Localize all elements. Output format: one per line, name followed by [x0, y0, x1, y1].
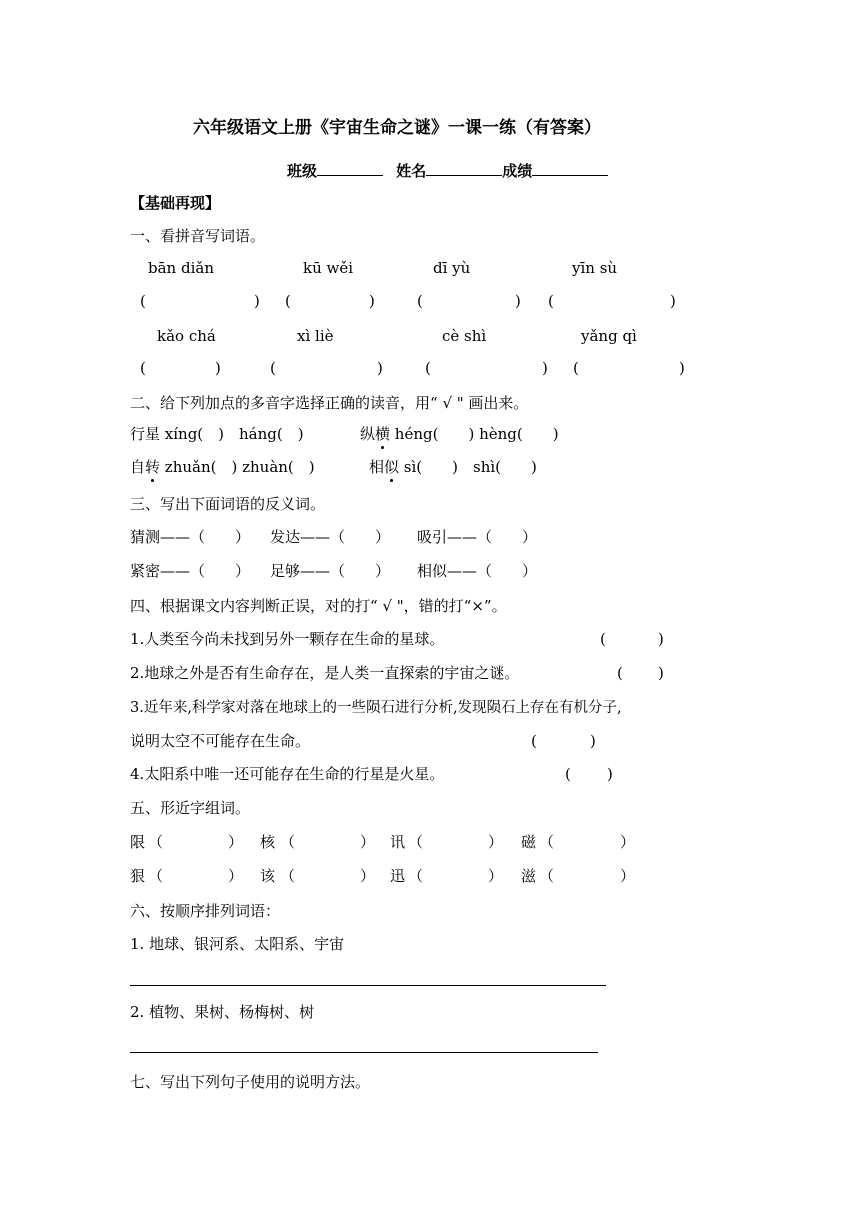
q4-paren-open: (	[617, 664, 623, 682]
q5-paren-open: （	[148, 867, 164, 885]
q6-answer-line[interactable]	[130, 1052, 598, 1053]
q4-item-cont: 说明太空不可能存在生命。	[130, 732, 311, 750]
q4-paren-open: (	[565, 765, 571, 783]
q7-title: 七、写出下列句子使用的说明方法。	[130, 1073, 371, 1091]
q1-paren-open: (	[573, 359, 579, 377]
q3-item: 猜测——（ ）	[130, 528, 251, 546]
q5-paren-close: ）	[228, 833, 244, 851]
name-label: 姓名	[396, 162, 427, 180]
q1-pinyin: kū wěi	[303, 259, 354, 277]
q1-paren-open: (	[270, 359, 276, 377]
q5-title: 五、形近字组词。	[130, 799, 251, 817]
q1-pinyin: cè shì	[442, 327, 487, 345]
q1-pinyin: kǎo chá	[157, 327, 216, 345]
q5-paren-open: （	[408, 867, 424, 885]
q4-item: 3.近年来,科学家对落在地球上的一些陨石进行分析,发现陨石上存在有机分子,	[130, 700, 622, 716]
q1-paren-close: )	[369, 292, 375, 310]
q1-paren-open: (	[285, 292, 291, 310]
dotted-char: 横	[375, 425, 391, 443]
q4-paren-close: )	[658, 664, 664, 682]
q1-paren-close: )	[215, 359, 221, 377]
q1-pinyin: yǎng qì	[581, 327, 637, 345]
q3-title: 三、写出下面词语的反义词。	[130, 495, 326, 513]
q3-item: 发达——（ ）	[270, 528, 391, 546]
q1-title: 一、看拼音写词语。	[130, 227, 266, 245]
q1-paren-close: )	[377, 359, 383, 377]
q1-paren-close: )	[542, 359, 548, 377]
q4-paren-open: (	[600, 630, 606, 648]
q6-answer-line[interactable]	[130, 985, 606, 986]
q4-paren-close: )	[590, 732, 596, 750]
q5-paren-close: ）	[620, 867, 636, 885]
q4-paren-open: (	[531, 732, 537, 750]
student-info-line	[287, 159, 608, 181]
q5-paren-open: （	[408, 833, 424, 851]
q1-paren-open: (	[425, 359, 431, 377]
q5-char: 核	[260, 833, 276, 851]
score-blank[interactable]	[532, 159, 608, 176]
q4-paren-close: )	[607, 765, 613, 783]
section-header: 【基础再现】	[130, 194, 221, 212]
q5-char: 滋	[521, 867, 537, 885]
q3-item: 紧密——（ ）	[130, 562, 251, 580]
q5-paren-open: （	[539, 867, 555, 885]
q1-pinyin: dī yù	[433, 259, 471, 277]
class-label: 班级	[287, 162, 318, 180]
q6-item: 2. 植物、果树、杨梅树、树	[130, 1003, 315, 1021]
q1-paren-open: (	[417, 292, 423, 310]
q5-paren-close: ）	[228, 867, 244, 885]
q3-item: 足够——（ ）	[270, 562, 391, 580]
dotted-char: 转	[145, 458, 161, 476]
name-blank[interactable]	[426, 159, 502, 176]
q1-paren-close: )	[670, 292, 676, 310]
q5-paren-close: ）	[488, 867, 504, 885]
q1-paren-close: )	[515, 292, 521, 310]
q2-title: 二、给下列加点的多音字选择正确的读音，用“ √ " 画出来。	[130, 394, 529, 412]
q1-paren-close: )	[254, 292, 260, 310]
q5-paren-close: ）	[620, 833, 636, 851]
q1-paren-open: (	[140, 359, 146, 377]
dotted-char: 似	[384, 458, 400, 476]
score-label: 成绩	[502, 162, 533, 180]
q5-char: 磁	[521, 833, 537, 851]
q2-item: 自转 zhuǎn( ) zhuàn( )	[130, 458, 315, 476]
q5-paren-close: ）	[360, 833, 376, 851]
q5-paren-open: （	[280, 833, 296, 851]
q4-title: 四、根据课文内容判断正误，对的打“ √ "，错的打“×”。	[130, 597, 507, 615]
q5-char: 讯	[390, 833, 406, 851]
q5-paren-open: （	[280, 867, 296, 885]
q5-paren-close: ）	[488, 833, 504, 851]
q5-char: 迅	[390, 867, 406, 885]
q5-paren-open: （	[539, 833, 555, 851]
q5-char: 限	[130, 833, 146, 851]
q4-item: 4.太阳系中唯一还可能存在生命的行星是火星。	[130, 765, 445, 783]
q5-char: 狠	[130, 867, 146, 885]
class-blank[interactable]	[317, 159, 383, 176]
q1-pinyin: xì liè	[297, 327, 334, 345]
q3-item: 吸引——（ ）	[417, 528, 538, 546]
q1-paren-open: (	[548, 292, 554, 310]
page-title: 六年级语文上册《宇宙生命之谜》一课一练（有答案）	[193, 118, 601, 138]
q1-paren-close: )	[679, 359, 685, 377]
q2-item: 行星 xíng( ) háng( )	[130, 425, 304, 443]
q5-paren-open: （	[148, 833, 164, 851]
q2-item: 相似 sì( ) shì( )	[369, 458, 537, 476]
q6-item: 1. 地球、银河系、太阳系、宇宙	[130, 935, 345, 953]
q5-char: 该	[260, 867, 276, 885]
q2-item: 纵横 héng( ) hèng( )	[360, 425, 559, 443]
q4-paren-close: )	[658, 630, 664, 648]
q1-paren-open: (	[140, 292, 146, 310]
q3-item: 相似——（ ）	[417, 562, 538, 580]
q5-paren-close: ）	[360, 867, 376, 885]
q4-item: 2.地球之外是否有生命存在，是人类一直探索的宇宙之谜。	[130, 664, 520, 682]
q1-pinyin: yīn sù	[572, 259, 618, 277]
q4-item: 1.人类至今尚未找到另外一颗存在生命的星球。	[130, 630, 445, 648]
q6-title: 六、按顺序排列词语：	[130, 902, 281, 920]
q1-pinyin: bān diǎn	[148, 259, 214, 277]
